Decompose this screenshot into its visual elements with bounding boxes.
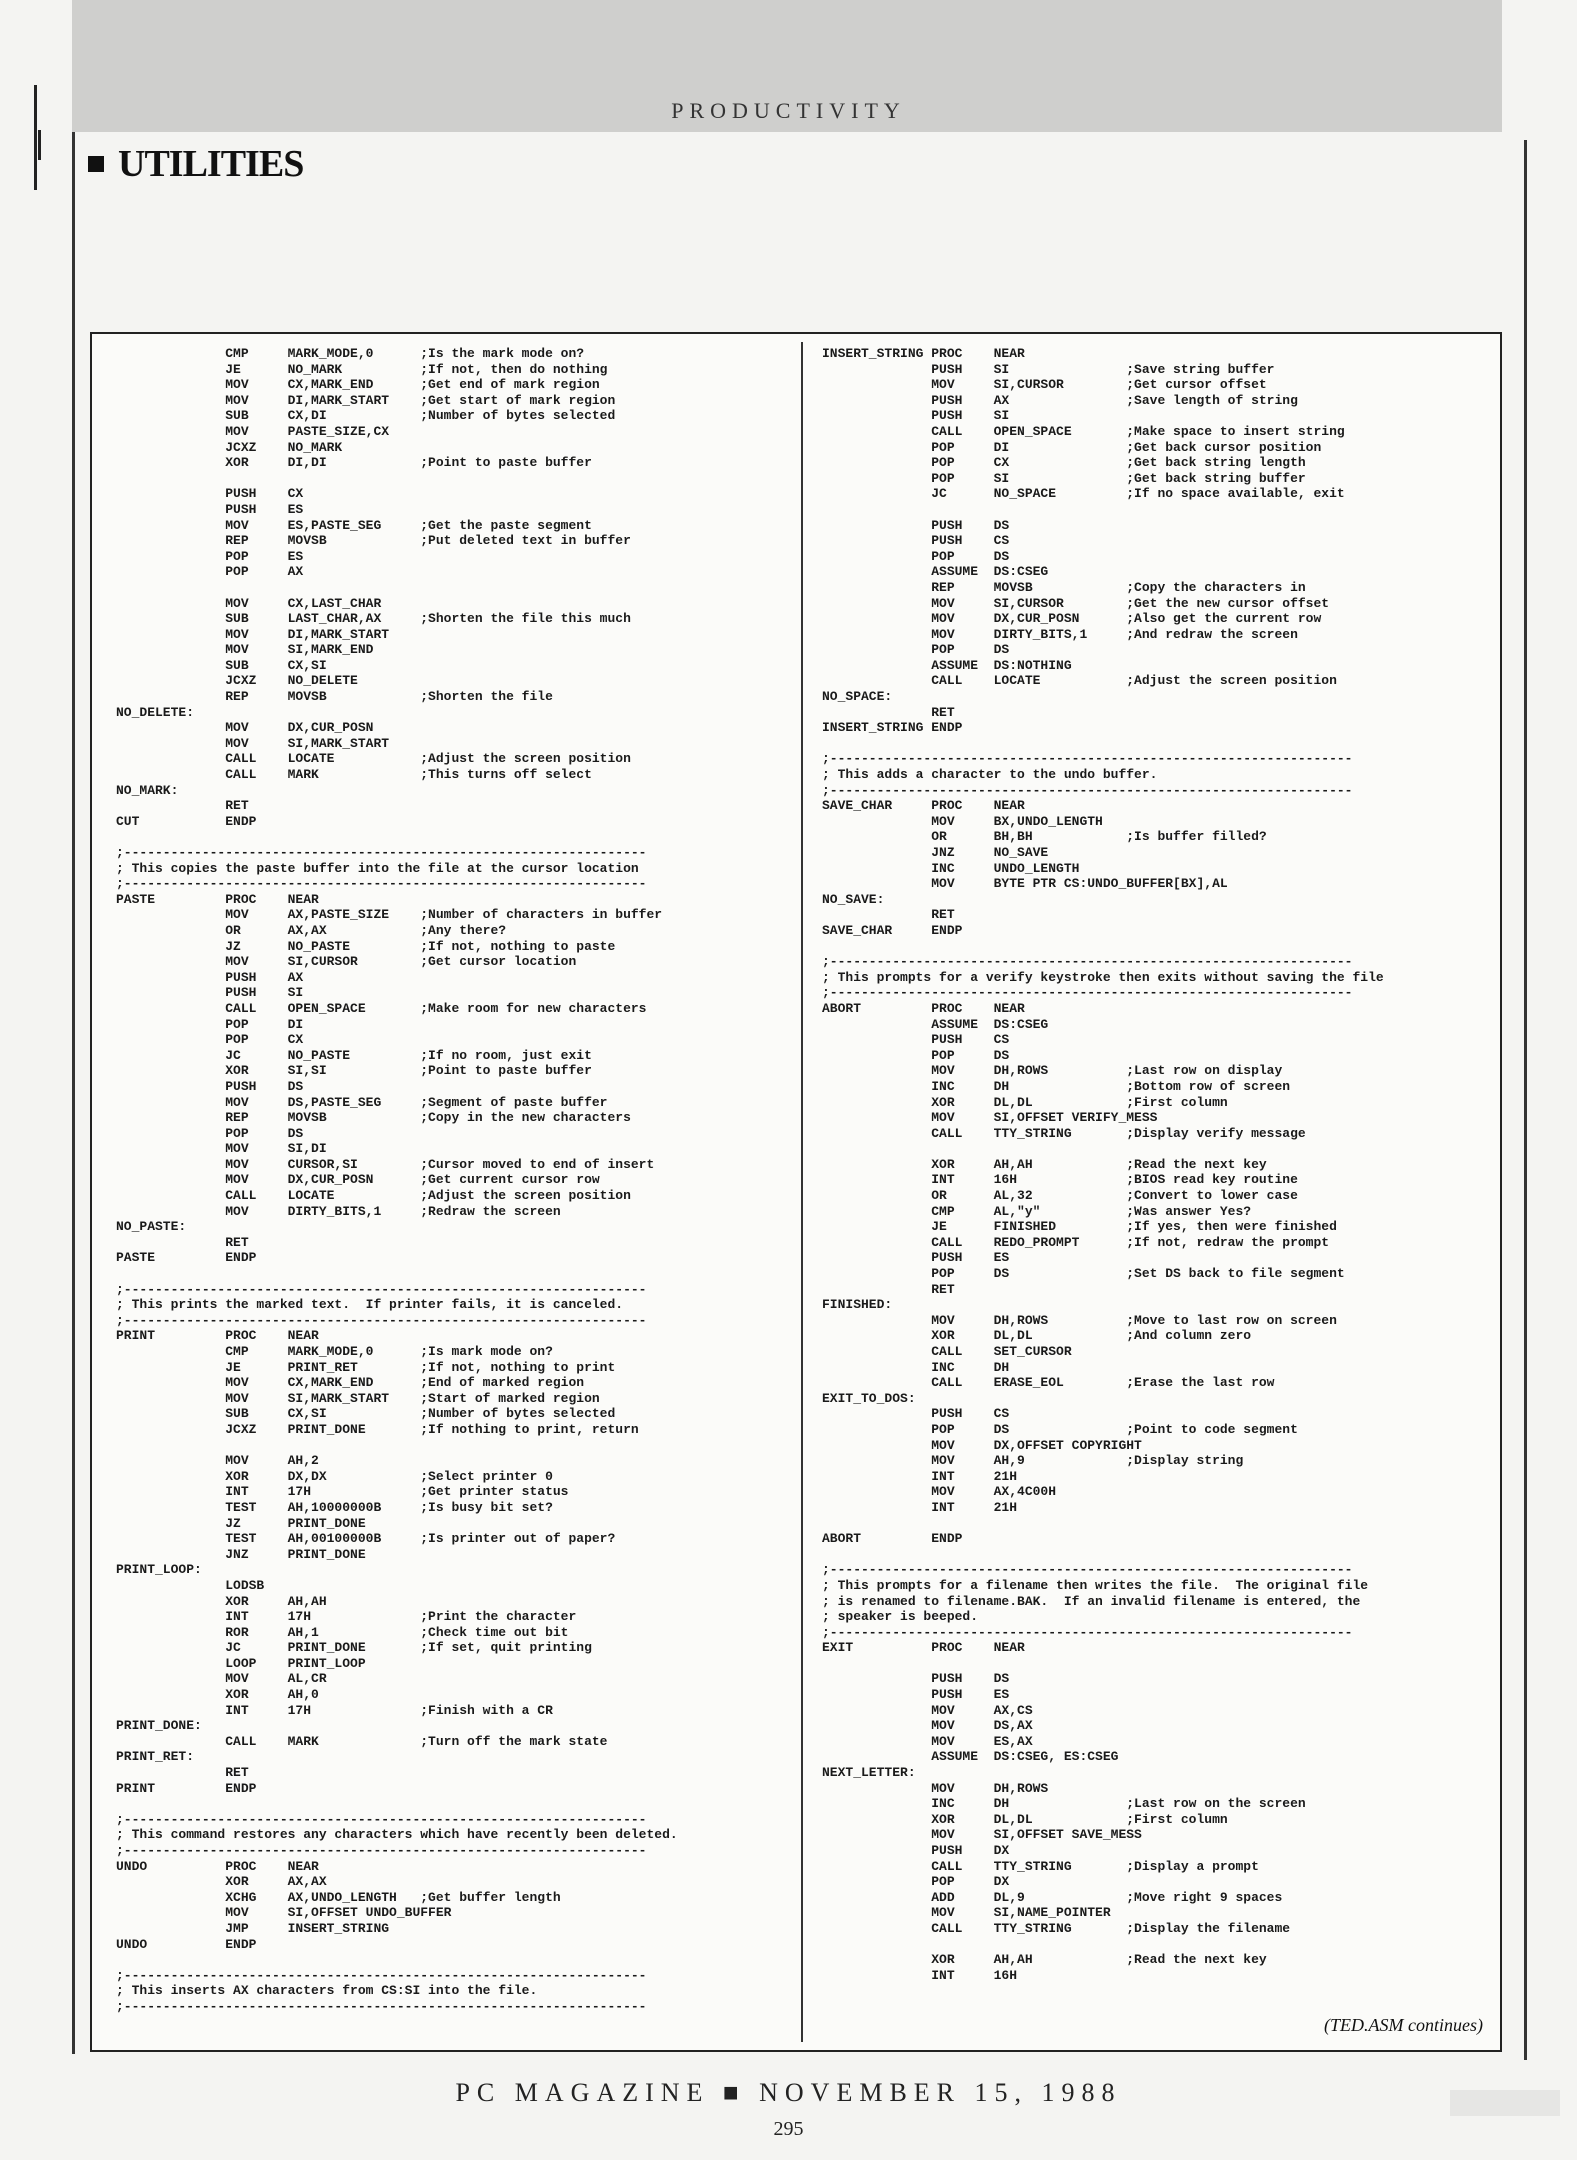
code-line: PUSH ES bbox=[822, 1687, 1010, 1703]
code-line: ;------------------------------------------------------------------- bbox=[116, 1998, 647, 2014]
code-line: INSERT_STRING ENDP bbox=[822, 720, 963, 736]
code-line: XOR AH,AH bbox=[116, 1593, 327, 1609]
code-line: MOV DIRTY_BITS,1 ;Redraw the screen bbox=[116, 1203, 561, 1219]
code-line: MOV DX,CUR_POSN ;Get current cursor row bbox=[116, 1172, 600, 1188]
code-line: UNDO PROC NEAR bbox=[116, 1858, 319, 1874]
code-line: EXIT PROC NEAR bbox=[822, 1640, 1025, 1656]
code-line: ;------------------------------------------------------------------- bbox=[116, 845, 647, 860]
code-line: PUSH CS bbox=[822, 533, 1010, 549]
code-line: INC DH ;Last row on the screen bbox=[822, 1796, 1306, 1812]
code-line: MOV AL,CR bbox=[116, 1671, 327, 1687]
code-line: NO_SAVE: bbox=[822, 891, 885, 907]
code-line: MOV SI,OFFSET VERIFY_MESS bbox=[822, 1110, 1158, 1126]
code-line: ASSUME DS:CSEG bbox=[822, 1016, 1049, 1032]
code-line: MOV DI,MARK_START bbox=[116, 626, 390, 642]
code-line: OR BH,BH ;Is buffer filled? bbox=[822, 829, 1267, 845]
code-line: ;------------------------------------------------------------------- bbox=[116, 1843, 647, 1858]
code-line: MOV CX,MARK_END ;End of marked region bbox=[116, 1375, 585, 1391]
code-line: ;------------------------------------------------------------------- bbox=[116, 1281, 647, 1297]
code-line: PUSH SI bbox=[116, 985, 304, 1001]
code-line bbox=[116, 471, 788, 487]
code-line: PUSH DX bbox=[822, 1843, 1010, 1858]
code-line: CALL TTY_STRING ;Display verify message bbox=[822, 1125, 1306, 1141]
code-line: POP DS bbox=[822, 1047, 1010, 1063]
code-line bbox=[822, 1656, 1490, 1672]
code-line: INT 21H bbox=[822, 1468, 1018, 1484]
code-line: JC PRINT_DONE ;If set, quit printing bbox=[116, 1640, 592, 1656]
department-title: UTILITIES bbox=[118, 143, 304, 185]
code-line: PUSH CX bbox=[116, 486, 304, 502]
code-line: RET bbox=[116, 1234, 249, 1250]
code-line: NO_PASTE: bbox=[116, 1219, 187, 1235]
code-line: POP DS ;Point to code segment bbox=[822, 1421, 1298, 1437]
code-line: PUSH AX bbox=[116, 969, 304, 985]
code-line: EXIT_TO_DOS: bbox=[822, 1390, 916, 1406]
code-line: CALL TTY_STRING ;Display a prompt bbox=[822, 1858, 1259, 1874]
code-line: REP MOVSB ;Shorten the file bbox=[116, 689, 553, 705]
code-line: CALL REDO_PROMPT ;If not, redraw the prompt bbox=[822, 1234, 1330, 1250]
code-line: SUB LAST_CHAR,AX ;Shorten the file this much bbox=[116, 611, 631, 627]
code-line: MOV SI,CURSOR ;Get the new cursor offset bbox=[822, 595, 1330, 611]
code-line: MOV SI,DI bbox=[116, 1141, 327, 1157]
code-line: ; This prompts for a filename then writes the file. The original file bbox=[822, 1577, 1369, 1593]
code-line: ;------------------------------------------------------------------- bbox=[116, 876, 647, 892]
code-line: ;------------------------------------------------------------------- bbox=[822, 985, 1353, 1001]
code-line: MOV PASTE_SIZE,CX bbox=[116, 423, 390, 439]
code-line: JNZ NO_SAVE bbox=[822, 845, 1049, 860]
code-line: CALL MARK ;Turn off the mark state bbox=[116, 1733, 608, 1749]
code-line: PUSH DS bbox=[116, 1078, 304, 1094]
code-line: MOV CURSOR,SI ;Cursor moved to end of insert bbox=[116, 1156, 655, 1172]
code-line: PRINT_LOOP: bbox=[116, 1562, 202, 1578]
code-line: ;------------------------------------------------------------------- bbox=[822, 1562, 1353, 1578]
code-line: ; is renamed to filename.BAK. If an invalid filename is entered, the bbox=[822, 1593, 1361, 1609]
code-line bbox=[822, 1937, 1490, 1953]
code-line: JE NO_MARK ;If not, then do nothing bbox=[116, 361, 608, 377]
code-line: CALL ERASE_EOL ;Erase the last row bbox=[822, 1375, 1275, 1391]
code-line: INC UNDO_LENGTH bbox=[822, 860, 1080, 876]
code-line: JE PRINT_RET ;If not, nothing to print bbox=[116, 1359, 616, 1375]
code-line: MOV SI,MARK_START ;Start of marked region bbox=[116, 1390, 600, 1406]
code-line bbox=[822, 1516, 1490, 1532]
code-line: ;------------------------------------------------------------------- bbox=[822, 1624, 1353, 1640]
column-divider bbox=[801, 342, 803, 2042]
code-line: MOV CX,MARK_END ;Get end of mark region bbox=[116, 377, 600, 393]
code-line: ; This inserts AX characters from CS:SI into the file. bbox=[116, 1983, 538, 1999]
code-line: RET bbox=[116, 798, 249, 814]
code-line: CALL LOCATE ;Adjust the screen position bbox=[822, 673, 1337, 689]
code-line: POP CX bbox=[116, 1032, 304, 1048]
code-line: SAVE_CHAR PROC NEAR bbox=[822, 798, 1025, 814]
code-line: POP DI bbox=[116, 1016, 304, 1032]
code-line: PUSH CS bbox=[822, 1406, 1010, 1422]
code-line: CALL TTY_STRING ;Display the filename bbox=[822, 1920, 1291, 1936]
code-line: ;------------------------------------------------------------------- bbox=[116, 1312, 647, 1328]
code-line: CALL LOCATE ;Adjust the screen position bbox=[116, 751, 631, 767]
code-column-right bbox=[822, 346, 1490, 1983]
code-line: MOV DH,ROWS ;Last row on display bbox=[822, 1063, 1283, 1079]
code-line bbox=[822, 1547, 1490, 1563]
page-number: 295 bbox=[773, 2118, 804, 2140]
code-line: XOR AH,0 bbox=[116, 1687, 319, 1703]
code-line: PRINT PROC NEAR bbox=[116, 1328, 319, 1344]
code-line bbox=[116, 1266, 788, 1282]
code-line: ; This adds a character to the undo buffer. bbox=[822, 767, 1158, 783]
code-line: POP DS ;Set DS back to file segment bbox=[822, 1266, 1345, 1282]
code-line: MOV AH,9 ;Display string bbox=[822, 1453, 1244, 1469]
code-line: PASTE PROC NEAR bbox=[116, 891, 319, 907]
code-line: ASSUME DS:NOTHING bbox=[822, 657, 1072, 673]
code-line: XOR AH,AH ;Read the next key bbox=[822, 1952, 1267, 1968]
code-line bbox=[116, 829, 788, 845]
code-line: MOV DH,ROWS ;Move to last row on screen bbox=[822, 1312, 1337, 1328]
code-line: POP AX bbox=[116, 564, 304, 580]
code-line: XOR AH,AH ;Read the next key bbox=[822, 1156, 1267, 1172]
code-line: SUB CX,SI ;Number of bytes selected bbox=[116, 1406, 616, 1422]
code-line: INSERT_STRING PROC NEAR bbox=[822, 346, 1025, 361]
code-line: PUSH ES bbox=[822, 1250, 1010, 1266]
code-line: MOV SI,CURSOR ;Get cursor offset bbox=[822, 377, 1267, 393]
code-line: CUT ENDP bbox=[116, 813, 257, 829]
code-line: LOOP PRINT_LOOP bbox=[116, 1655, 366, 1671]
code-line: MOV BYTE PTR CS:UNDO_BUFFER[BX],AL bbox=[822, 876, 1228, 892]
code-line: NO_DELETE: bbox=[116, 704, 195, 720]
code-line: POP DS bbox=[822, 642, 1010, 658]
code-line: ADD DL,9 ;Move right 9 spaces bbox=[822, 1889, 1283, 1905]
code-line: MOV AX,CS bbox=[822, 1702, 1033, 1718]
code-line: POP DS bbox=[116, 1125, 304, 1141]
code-line: CALL OPEN_SPACE ;Make room for new characters bbox=[116, 1000, 647, 1016]
code-line: ;------------------------------------------------------------------- bbox=[822, 782, 1353, 798]
code-line bbox=[822, 1141, 1490, 1157]
code-line: PUSH AX ;Save length of string bbox=[822, 392, 1298, 408]
code-line: PRINT_DONE: bbox=[116, 1718, 202, 1734]
code-line: INC DH bbox=[822, 1359, 1010, 1375]
code-line: RET bbox=[822, 1281, 955, 1297]
code-line: NO_SPACE: bbox=[822, 689, 893, 705]
code-line: POP DS bbox=[822, 548, 1010, 564]
code-line: ;------------------------------------------------------------------- bbox=[116, 1967, 647, 1983]
code-line: MOV AX,4C00H bbox=[822, 1484, 1057, 1500]
code-line: LODSB bbox=[116, 1577, 265, 1593]
code-line: MOV DX,CUR_POSN ;Also get the current row bbox=[822, 611, 1322, 627]
margin-mark bbox=[34, 85, 37, 190]
footer-publication: PC MAGAZINE ■ NOVEMBER 15, 1988 bbox=[455, 2078, 1122, 2107]
code-line bbox=[116, 1952, 788, 1968]
code-line: ; This copies the paste buffer into the file at the cursor location bbox=[116, 860, 639, 876]
left-rule bbox=[72, 132, 75, 2054]
code-line: ABORT ENDP bbox=[822, 1531, 963, 1547]
code-line: PRINT_RET: bbox=[116, 1749, 195, 1765]
code-line: ; speaker is beeped. bbox=[822, 1609, 979, 1625]
code-line: MOV SI,NAME_POINTER bbox=[822, 1905, 1111, 1921]
code-line: MOV DIRTY_BITS,1 ;And redraw the screen bbox=[822, 626, 1298, 642]
code-line: INT 17H ;Finish with a CR bbox=[116, 1702, 553, 1718]
code-line: SUB CX,DI ;Number of bytes selected bbox=[116, 408, 616, 424]
code-line: INC DH ;Bottom row of screen bbox=[822, 1078, 1291, 1094]
code-line: MOV CX,LAST_CHAR bbox=[116, 595, 382, 611]
code-line: JE FINISHED ;If yes, then were finished bbox=[822, 1219, 1337, 1235]
code-line: CALL OPEN_SPACE ;Make space to insert string bbox=[822, 423, 1345, 439]
code-line: NO_MARK: bbox=[116, 782, 179, 798]
code-line: CALL LOCATE ;Adjust the screen position bbox=[116, 1188, 631, 1204]
code-line: MOV BX,UNDO_LENGTH bbox=[822, 813, 1103, 829]
code-line: OR AL,32 ;Convert to lower case bbox=[822, 1188, 1298, 1204]
code-line: REP MOVSB ;Copy the characters in bbox=[822, 579, 1306, 595]
code-line bbox=[822, 736, 1490, 752]
code-line: JMP INSERT_STRING bbox=[116, 1920, 390, 1936]
code-line: ; This command restores any characters which have recently been deleted. bbox=[116, 1827, 678, 1843]
code-line: UNDO ENDP bbox=[116, 1936, 257, 1952]
code-line: PASTE ENDP bbox=[116, 1250, 257, 1266]
code-line: MOV DS,AX bbox=[822, 1718, 1033, 1734]
code-line: CMP AL,"y" ;Was answer Yes? bbox=[822, 1203, 1252, 1219]
code-line: MOV SI,MARK_START bbox=[116, 735, 390, 751]
code-line: XOR AX,AX bbox=[116, 1874, 327, 1890]
code-line: SAVE_CHAR ENDP bbox=[822, 922, 963, 938]
code-line: CMP MARK_MODE,0 ;Is the mark mode on? bbox=[116, 346, 585, 361]
code-line: INT 16H ;BIOS read key routine bbox=[822, 1172, 1298, 1188]
code-line: RET bbox=[822, 704, 955, 720]
code-line: JCXZ PRINT_DONE ;If nothing to print, return bbox=[116, 1421, 639, 1437]
code-line: MOV SI,CURSOR ;Get cursor location bbox=[116, 954, 577, 970]
code-line: FINISHED: bbox=[822, 1297, 893, 1313]
code-line: XOR DL,DL ;First column bbox=[822, 1094, 1228, 1110]
code-line: MOV AH,2 bbox=[116, 1453, 319, 1469]
code-line: RET bbox=[822, 907, 955, 923]
code-line: ASSUME DS:CSEG, ES:CSEG bbox=[822, 1749, 1119, 1765]
code-line: PUSH SI ;Save string buffer bbox=[822, 361, 1275, 377]
code-line: MOV ES,PASTE_SEG ;Get the paste segment bbox=[116, 517, 592, 533]
margin-mark bbox=[38, 130, 41, 160]
code-line: XOR DX,DX ;Select printer 0 bbox=[116, 1468, 553, 1484]
code-line: CALL MARK ;This turns off select bbox=[116, 767, 592, 783]
code-line: JNZ PRINT_DONE bbox=[116, 1546, 366, 1562]
code-line: PUSH DS bbox=[822, 1671, 1010, 1687]
code-line: CALL SET_CURSOR bbox=[822, 1344, 1072, 1359]
scan-smudge bbox=[1450, 2090, 1560, 2116]
code-line: MOV DI,MARK_START ;Get start of mark region bbox=[116, 392, 616, 408]
code-line: INT 16H bbox=[822, 1967, 1018, 1983]
code-line: JC NO_SPACE ;If no space available, exit bbox=[822, 486, 1345, 502]
code-line: JZ PRINT_DONE bbox=[116, 1515, 366, 1531]
square-bullet-icon bbox=[88, 156, 104, 172]
code-line: ASSUME DS:CSEG bbox=[822, 564, 1049, 580]
code-line: POP ES bbox=[116, 548, 304, 564]
code-line: MOV DH,ROWS bbox=[822, 1780, 1049, 1796]
code-line: SUB CX,SI bbox=[116, 657, 327, 673]
code-line: OR AX,AX ;Any there? bbox=[116, 922, 507, 938]
code-line: POP DI ;Get back cursor position bbox=[822, 439, 1322, 455]
code-line bbox=[822, 502, 1490, 518]
code-line: MOV SI,OFFSET SAVE_MESS bbox=[822, 1827, 1142, 1843]
code-line: ; This prompts for a verify keystroke then exits without saving the file bbox=[822, 969, 1384, 985]
code-line: ;------------------------------------------------------------------- bbox=[822, 751, 1353, 767]
code-line: JCXZ NO_DELETE bbox=[116, 673, 358, 689]
code-line: PRINT ENDP bbox=[116, 1780, 257, 1796]
code-line: ABORT PROC NEAR bbox=[822, 1000, 1025, 1016]
code-line: MOV SI,MARK_END bbox=[116, 642, 374, 658]
code-line: JCXZ NO_MARK bbox=[116, 439, 343, 455]
code-line: PUSH CS bbox=[822, 1032, 1010, 1048]
code-line: TEST AH,10000000B ;Is busy bit set? bbox=[116, 1499, 553, 1515]
code-line: MOV DX,CUR_POSN bbox=[116, 720, 374, 736]
code-line: PUSH DS bbox=[822, 517, 1010, 533]
code-line: POP SI ;Get back string buffer bbox=[822, 470, 1306, 486]
code-line: ;------------------------------------------------------------------- bbox=[822, 954, 1353, 970]
code-line: ; This prints the marked text. If printer fails, it is canceled. bbox=[116, 1297, 624, 1313]
code-line: XOR DL,DL ;First column bbox=[822, 1811, 1228, 1827]
code-line: XOR SI,SI ;Point to paste buffer bbox=[116, 1063, 592, 1079]
code-line bbox=[822, 939, 1490, 955]
code-line: TEST AH,00100000B ;Is printer out of paper? bbox=[116, 1531, 616, 1547]
code-line: INT 21H bbox=[822, 1499, 1018, 1515]
code-line: ROR AH,1 ;Check time out bit bbox=[116, 1624, 569, 1640]
code-line: POP DX bbox=[822, 1874, 1010, 1890]
code-line: MOV DX,OFFSET COPYRIGHT bbox=[822, 1437, 1142, 1453]
right-rule bbox=[1524, 140, 1527, 2060]
code-line: XOR DL,DL ;And column zero bbox=[822, 1328, 1252, 1344]
code-line bbox=[116, 580, 788, 596]
code-line: XOR DI,DI ;Point to paste buffer bbox=[116, 455, 592, 471]
department-heading bbox=[88, 142, 303, 186]
code-line: MOV DS,PASTE_SEG ;Segment of paste buffer bbox=[116, 1094, 608, 1110]
code-line: MOV ES,AX bbox=[822, 1733, 1033, 1749]
code-line: JZ NO_PASTE ;If not, nothing to paste bbox=[116, 938, 616, 954]
code-line: ;------------------------------------------------------------------- bbox=[116, 1811, 647, 1827]
code-line: REP MOVSB ;Put deleted text in buffer bbox=[116, 533, 631, 549]
code-line: PUSH SI bbox=[822, 408, 1010, 424]
code-line: POP CX ;Get back string length bbox=[822, 455, 1306, 471]
code-line bbox=[116, 1796, 788, 1812]
code-line: XCHG AX,UNDO_LENGTH ;Get buffer length bbox=[116, 1889, 561, 1905]
code-line: JC NO_PASTE ;If no room, just exit bbox=[116, 1047, 592, 1063]
code-line: INT 17H ;Print the character bbox=[116, 1609, 577, 1625]
code-line: CMP MARK_MODE,0 ;Is mark mode on? bbox=[116, 1344, 553, 1359]
code-line: MOV AX,PASTE_SIZE ;Number of characters in buffer bbox=[116, 907, 663, 923]
code-line: RET bbox=[116, 1765, 249, 1781]
code-line: NEXT_LETTER: bbox=[822, 1765, 916, 1781]
code-line: INT 17H ;Get printer status bbox=[116, 1484, 569, 1500]
continues-note: (TED.ASM continues) bbox=[1324, 2015, 1483, 2035]
code-line: MOV SI,OFFSET UNDO_BUFFER bbox=[116, 1905, 452, 1921]
section-label: PRODUCTIVITY bbox=[671, 98, 906, 123]
code-column-left bbox=[116, 346, 788, 2015]
code-line: REP MOVSB ;Copy in the new characters bbox=[116, 1110, 631, 1126]
code-line bbox=[116, 1438, 788, 1454]
code-line: PUSH ES bbox=[116, 501, 304, 517]
